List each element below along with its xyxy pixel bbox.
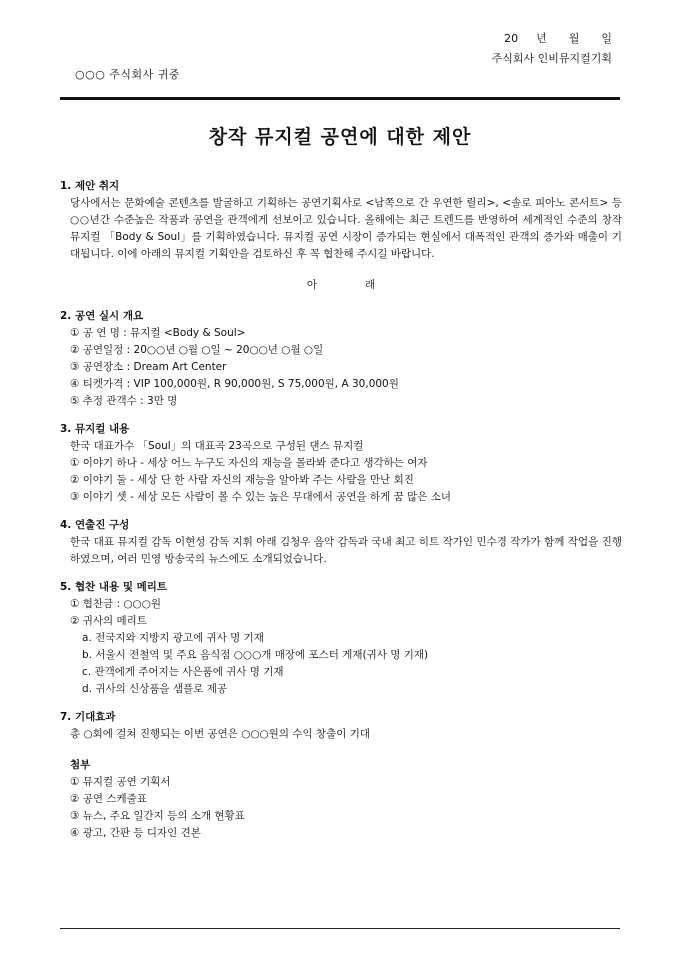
date-day-unit: 일 — [601, 32, 612, 45]
sender-company: 주식회사 인비뮤지컬기획 — [491, 52, 612, 65]
date-year-number: 20 — [504, 32, 519, 45]
spacer — [60, 294, 622, 308]
section-title: 7. 기대효과 — [60, 711, 116, 723]
list-item: ② 이야기 둘 - 세상 단 한 사람 자신의 재능을 알아봐 주는 사람을 만난 회진 — [70, 474, 414, 486]
section-title: 1. 제안 취지 — [60, 180, 120, 192]
list-item: ① 공 연 명 : 뮤지컬 <Body & Soul> — [70, 327, 246, 339]
page-title: 창작 뮤지컬 공연에 대한 제안 — [208, 126, 472, 148]
document-body — [60, 178, 622, 842]
sub-list-item: a. 전국지와 지방지 광고에 귀사 명 기재 — [82, 632, 264, 644]
spacer — [60, 506, 622, 517]
date-month-unit: 월 — [568, 32, 580, 45]
list-item: ① 이야기 하나 - 세상 어느 누구도 자신의 재능을 몰라봐 준다고 생각하는 여자 — [70, 457, 428, 469]
list-item: ④ 티켓가격 : VIP 100,000원, R 90,000원, S 75,000원, A 30,000원 — [70, 378, 399, 390]
date-year-unit: 년 — [536, 32, 547, 45]
section-paragraph: 당사에서는 문화예술 콘텐츠를 발굴하고 기획하는 공연기획사로 <남쪽으로 간 우연한 릴리>, <솔로 피아노 콘서트> 등 ○○년간 수준높은 작품과 공연을 관객에게 선보이고 있습니다. 올해에는 최근 트렌드를 반영하여 세계적인 수준의 창작 뮤지컬 「Body & Soul」를 기획하였습니다. 뮤지컬 공연 시장이 증가되는 현실에서 대폭적인 관객의 증가와 매출이 기대됩니다. 이에 아래의 뮤지컬 기획안을 검토하신 후 꼭 협찬해 주시길 바랍니다. — [70, 197, 622, 260]
section-title: 5. 협찬 내용 및 메리트 — [60, 581, 168, 593]
footer-divider — [60, 928, 620, 929]
section-paragraph: 총 ○회에 걸쳐 진행되는 이번 공연은 ○○○원의 수익 창출이 기대 — [70, 728, 370, 740]
section-paragraph: 한국 대표 뮤지컬 감독 이현성 감독 지휘 아래 김청우 음악 감독과 국내 최고 히트 작가인 민수경 작가가 함께 작업을 진행하였으며, 여러 민영 방송국의 뉴스에도 소개되었습니다. — [70, 536, 622, 565]
center-note — [60, 277, 622, 294]
list-item: ⑤ 추정 관객수 : 3만 명 — [70, 395, 178, 407]
sub-list-item: b. 서울시 전철역 및 주요 음식점 ○○○개 매장에 포스터 게재(귀사 명 기재) — [82, 649, 429, 661]
date-line — [504, 30, 612, 46]
sub-list-item: d. 귀사의 신상품을 샘플로 제공 — [82, 683, 228, 695]
list-item: ③ 이야기 셋 - 세상 모든 사람이 볼 수 있는 높은 무대에서 공연을 하게 꿈 많은 소녀 — [70, 491, 452, 503]
section-title: 3. 뮤지컬 내용 — [60, 423, 130, 435]
spacer — [60, 698, 622, 709]
sub-list-item: c. 관객에게 주어지는 사은품에 귀사 명 기재 — [82, 666, 284, 678]
center-note-b: 래 — [365, 279, 376, 291]
spacer — [60, 263, 622, 277]
section-title: 4. 연출진 구성 — [60, 519, 130, 531]
list-item: ③ 공연장소 : Dream Art Center — [70, 361, 227, 373]
list-item: ② 공연일정 : 20○○년 ○월 ○일 ~ 20○○년 ○월 ○일 — [70, 344, 324, 356]
spacer — [60, 743, 622, 757]
attachments-title: 첨부 — [70, 759, 91, 771]
attachment-item: ② 공연 스케줄표 — [70, 793, 147, 805]
spacer — [60, 410, 622, 421]
header-divider — [60, 97, 620, 100]
section-title: 2. 공연 실시 개요 — [60, 310, 144, 322]
center-note-a: 아 — [306, 279, 317, 291]
list-item: ② 귀사의 메리트 — [70, 615, 147, 627]
attachment-item: ① 뮤지컬 공연 기획서 — [70, 776, 171, 788]
attachment-item: ④ 광고, 간판 등 디자인 견본 — [70, 827, 201, 839]
section-intro: 한국 대표가수 「Soul」의 대표곡 23곡으로 구성된 댄스 뮤지컬 — [70, 440, 364, 452]
attachment-item: ③ 뉴스, 주요 일간지 등의 소개 현황표 — [70, 810, 245, 822]
list-item: ① 협찬금 : ○○○원 — [70, 598, 162, 610]
recipient: ○○○ 주식회사 귀중 — [75, 68, 181, 81]
spacer — [60, 568, 622, 579]
